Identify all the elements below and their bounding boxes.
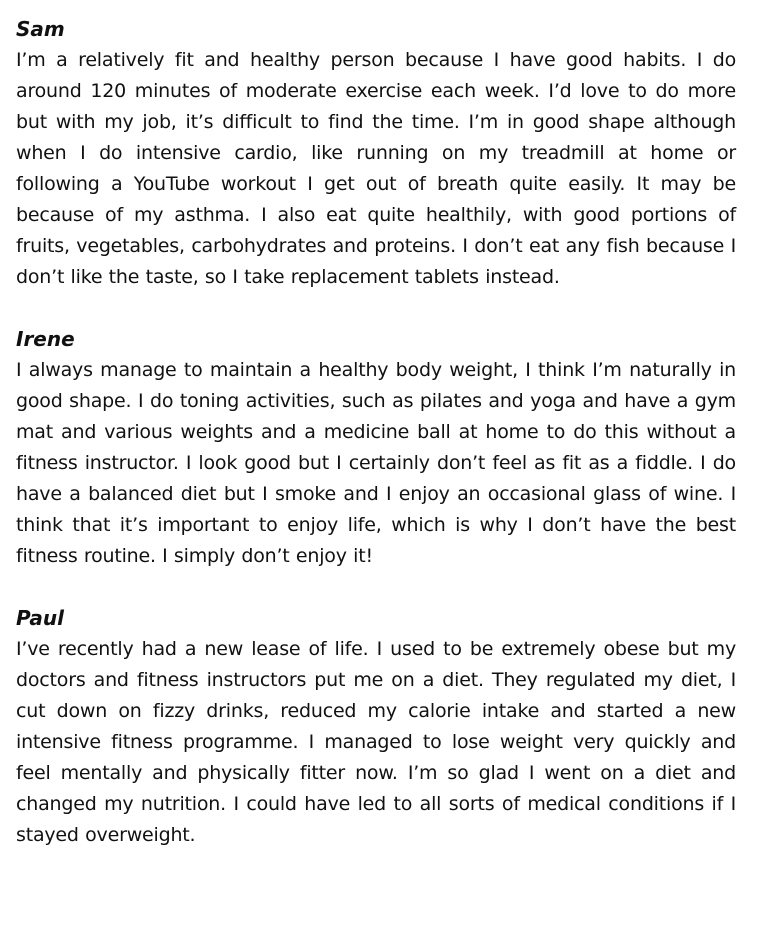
testimonial-text: I’ve recently had a new lease of life. I used to be extremely obese but my doctors and fitness instructors put me on a diet. They regulated my diet, I cut down on fizzy drinks, reduced my calorie intake and started a new intensive fitness programme. I managed to lose weight very quickly and feel mentally and physically fitter now. I’m so glad I went on a diet and changed my nutrition. I could have led to all sorts of medical conditions if I stayed overweight. — [16, 638, 736, 846]
testimonial-irene — [16, 324, 736, 572]
testimonial-sam — [16, 14, 736, 293]
testimonial-text: I always manage to maintain a healthy body weight, I think I’m naturally in good shape. I do toning activities, such as pilates and yoga and have a gym mat and various weights and a medicine ball at home to do this without a fitness instructor. I look good but I certainly don’t feel as fit as a fiddle. I do have a balanced diet but I smoke and I enjoy an occasional glass of wine. I think that it’s important to enjoy life, which is why I don’t have the best fitness routine. I simply don’t enjoy it! — [16, 359, 736, 567]
speaker-name: Paul — [16, 606, 64, 630]
document-page — [16, 14, 736, 851]
testimonial-paul — [16, 603, 736, 851]
speaker-name: Irene — [16, 327, 75, 351]
testimonial-text: I’m a relatively fit and healthy person because I have good habits. I do around 120 minutes of moderate exercise each week. I’d love to do more but with my job, it’s difficult to find the time. I’m in good shape although when I do intensive cardio, like running on my treadmill at home or following a YouTube workout I get out of breath quite easily. It may be because of my asthma. I also eat quite healthily, with good portions of fruits, vegetables, carbohydrates and proteins. I don’t eat any fish because I don’t like the taste, so I take replacement tablets instead. — [16, 49, 736, 288]
speaker-name: Sam — [16, 17, 65, 41]
